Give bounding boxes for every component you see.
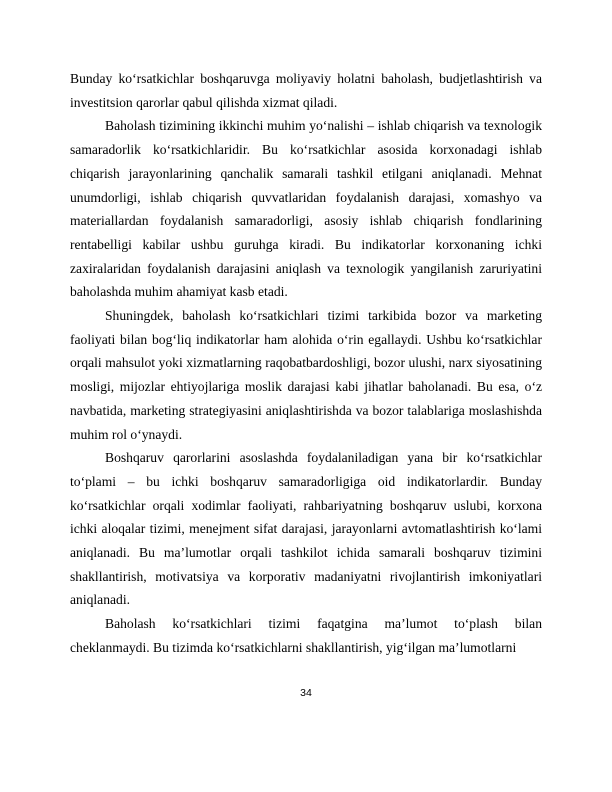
- document-body: [70, 67, 542, 660]
- paragraph-system-scope: Baholash ko‘rsatkichlari tizimi faqatgina ma’lumot to‘plash bilan cheklanmaydi. Bu tizimda ko‘rsatkichlarni shakllantirish, yig‘ilgan ma’lumotlarni: [70, 616, 542, 655]
- page-number: 34: [300, 687, 312, 699]
- paragraph-market-indicators: Shuningdek, baholash ko‘rsatkichlari tizimi tarkibida bozor va marketing faoliyati bilan bog‘liq indikatorlar ham alohida o‘rin egallaydi. Ushbu ko‘rsatkichlar orqali mahsulot yoki xizmatlarning raqobatbardoshligi, bozor ulushi, narx siyosatining mosligi, mijozlar ehtiyojlariga moslik darajasi kabi jihatlar baholanadi. Bu esa, o‘z navbatida, marketing strategiyasini aniqlashtirishda va bozor talablariga moslashishda muhim rol o‘ynaydi.: [70, 308, 542, 442]
- paragraph-continuation: Bunday ko‘rsatkichlar boshqaruvga moliyaviy holatni baholash, budjetlashtirish va investitsion qarorlar qabul qilishda xizmat qiladi.: [70, 71, 542, 110]
- paragraph-production-indicators: Baholash tizimining ikkinchi muhim yo‘nalishi – ishlab chiqarish va texnologik samaradorlik ko‘rsatkichlaridir. Bu ko‘rsatkichlar asosida korxonadagi ishlab chiqarish jarayonlarining qanchalik samarali tashkil etilgani aniqlanadi. Mehnat unumdorligi, ishlab chiqarish quvvatlaridan foydalanish darajasi, xomashyo va materiallardan foydalanish samaradorligi, asosiy ishlab chiqarish fondlarining rentabelligi kabilar ushbu guruhga kiradi. Bu indikatorlar korxonaning ichki zaxiralaridan foydalanish darajasini aniqlash va texnologik yangilanish zaruriyatini baholashda muhim ahamiyat kasb etadi.: [70, 118, 542, 300]
- paragraph-internal-management-indicators: Boshqaruv qarorlarini asoslashda foydalaniladigan yana bir ko‘rsatkichlar to‘plami – bu ichki boshqaruv samaradorligiga oid indikatorlardir. Bunday ko‘rsatkichlar orqali xodimlar faoliyati, rahbariyatning boshqaruv uslubi, korxona ichki aloqalar tizimi, menejment sifat darajasi, jarayonlarni avtomatlashtirish ko‘lami aniqlanadi. Bu ma’lumotlar orqali tashkilot ichida samarali boshqaruv tizimini shakllantirish, motivatsiya va korporativ madaniyatni rivojlantirish imkoniyatlari aniqlanadi.: [70, 450, 542, 608]
